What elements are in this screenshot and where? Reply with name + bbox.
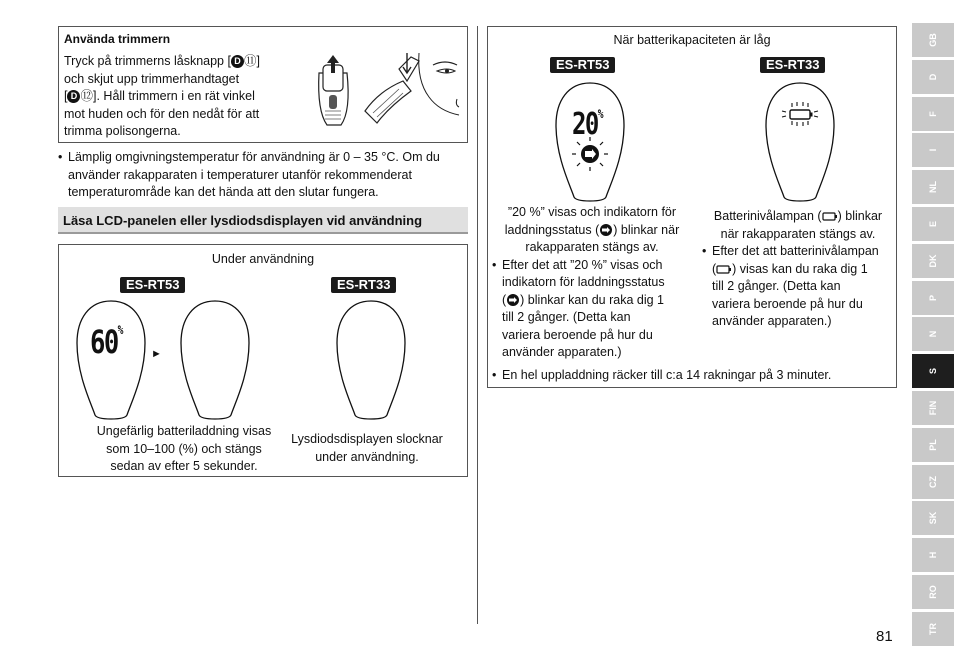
- language-tab-n[interactable]: [912, 317, 954, 351]
- low-battery-box: [487, 26, 897, 388]
- language-tab-pl[interactable]: [912, 428, 954, 462]
- language-tab-label: DK: [928, 254, 938, 268]
- ref-badge-d-icon: D: [231, 55, 244, 68]
- language-tab-gb[interactable]: [912, 23, 954, 57]
- trimmer-instructions: Tryck på trimmerns låsknapp [ D ⑪] och skjut upp trimmerhandtaget [ D ⑫]. Håll trimmern i en rät vinkel mot huden och för den nedåt för att trimma polisongerna.: [64, 54, 260, 138]
- language-tab-label: F: [928, 110, 938, 117]
- language-tab-label: CZ: [928, 475, 938, 488]
- language-tab-label: S: [928, 368, 938, 375]
- low-battery-caption: När batterikapaciteten är låg: [613, 33, 771, 47]
- language-tab-ro[interactable]: [912, 575, 954, 609]
- language-tab-label: I: [928, 149, 938, 152]
- during-use-desc-es-rt53: Ungefärlig batteriladdning visas som 10–100 (%) och stängs sedan av efter 5 sekunder.: [96, 424, 272, 473]
- column-divider: [477, 26, 478, 624]
- language-tab-label: E: [928, 220, 938, 228]
- during-use-desc-es-rt33: Lysdiodsdisplayen slocknar under användning.: [291, 432, 443, 464]
- language-tab-fin[interactable]: [912, 391, 954, 425]
- trimmer-face-illustration: [359, 51, 467, 129]
- during-use-caption: Under användning: [211, 252, 315, 266]
- lcd-display-20: [550, 81, 630, 203]
- low-battery-desc-es-rt53: ”20 %” visas och indikatorn för laddningsstatus ( ) blinkar när rakapparaten stängs av. • Efter det att ”20 %” visas och indikatorn för laddningsstatus ( ) blinkar kan du raka dig 1 till 2 gånger. (Detta kan variera beroende på hur du använder apparaten.): [492, 204, 692, 362]
- language-tab-label: SK: [928, 512, 938, 525]
- led-display-battery-lamp: [760, 81, 840, 203]
- model-tag-es-rt53: ES-RT53: [550, 57, 615, 73]
- language-tab-label: RO: [928, 585, 938, 599]
- during-use-box: [58, 244, 468, 477]
- led-display-off: [331, 299, 411, 421]
- section-heading: Läsa LCD-panelen eller lysdiodsdisplayen vid användning: [58, 207, 468, 234]
- language-tab-dk[interactable]: [912, 244, 954, 278]
- language-tab-label: FIN: [928, 400, 938, 416]
- lcd-value-20: 20%: [572, 107, 602, 142]
- battery-lamp-icon: [716, 265, 732, 274]
- language-tab-tr[interactable]: [912, 612, 954, 646]
- language-tab-nl[interactable]: [912, 170, 954, 204]
- language-tab-i[interactable]: [912, 133, 954, 167]
- page-number: 81: [876, 628, 893, 645]
- language-tab-label: GB: [928, 33, 938, 47]
- arrow-right-icon: ►: [151, 348, 162, 360]
- charging-status-icon: [506, 294, 520, 306]
- language-tab-label: D: [928, 73, 938, 81]
- trimmer-shaver-illustration: [305, 51, 361, 127]
- language-tab-sk[interactable]: [912, 501, 954, 535]
- language-tab-h[interactable]: [912, 538, 954, 572]
- temperature-note: • Lämplig omgivningstemperatur för användning är 0 – 35 °C. Om du använder rakapparaten i temperaturer utanför rekommenderat temperaturområde kan det hända att den slutar fungera.: [58, 149, 468, 202]
- language-tab-label: H: [928, 551, 938, 559]
- language-tab-label: N: [928, 331, 938, 338]
- language-tab-d[interactable]: [912, 60, 954, 94]
- lcd-value-60: 60%: [90, 323, 122, 361]
- model-tag-es-rt33: ES-RT33: [760, 57, 825, 73]
- language-tab-cz[interactable]: [912, 465, 954, 499]
- language-tab-f[interactable]: [912, 97, 954, 131]
- full-charge-note: • En hel uppladdning räcker till c:a 14 rakningar på 3 minuter.: [492, 367, 892, 385]
- model-tag-es-rt53: ES-RT53: [120, 277, 185, 293]
- model-tag-es-rt33: ES-RT33: [331, 277, 396, 293]
- charging-status-icon: [599, 224, 613, 236]
- language-tab-p[interactable]: [912, 281, 954, 315]
- language-tab-s[interactable]: [912, 354, 954, 388]
- battery-lamp-icon: [822, 212, 838, 221]
- language-tab-label: TR: [928, 622, 938, 635]
- language-tab-e[interactable]: [912, 207, 954, 241]
- low-battery-desc-es-rt33: Batterinivålampan ( ) blinkar när rakapparaten stängs av. • Efter det att batterinivålampan ( ) visas kan du raka dig 1 till 2 gånger. (Detta kan variera beroende på hur du använder apparaten.): [702, 208, 894, 331]
- ref-badge-d-icon: D: [67, 90, 80, 103]
- trimmer-heading: Använda trimmern: [64, 32, 171, 46]
- lcd-display-off: [175, 299, 255, 421]
- language-tab-label: P: [928, 294, 938, 301]
- language-tab-label: PL: [928, 439, 938, 451]
- language-tab-label: NL: [928, 181, 938, 194]
- trimmer-box: [58, 26, 468, 143]
